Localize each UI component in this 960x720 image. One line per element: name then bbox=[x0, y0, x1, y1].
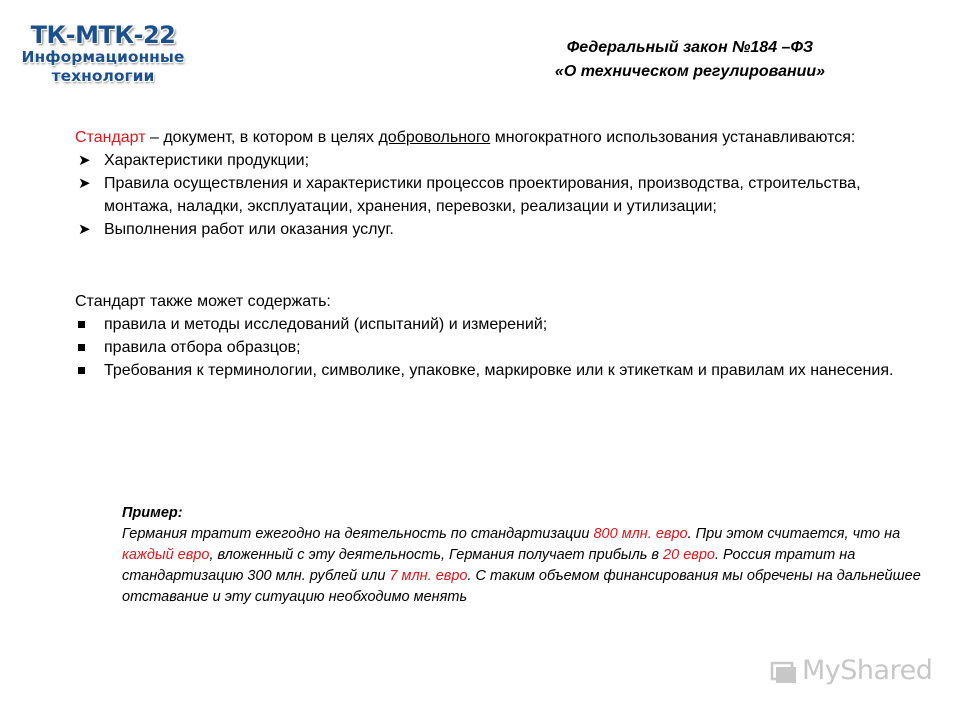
square-bullet-icon bbox=[78, 344, 85, 351]
list-item-text: Правила осуществления и характеристики процессов проектирования, производства, строительства, монтажа, наладки, эксплуатации, хранения, перевозки, реализации и утилизации; bbox=[104, 175, 861, 215]
watermark-text: MyShared bbox=[802, 655, 933, 686]
list-item-text: Выполнения работ или оказания услуг. bbox=[104, 221, 394, 238]
example-highlight: 7 млн. евро bbox=[389, 568, 468, 584]
list-item bbox=[75, 218, 905, 241]
definition-text-after: многократного использования устанавливаются: bbox=[490, 129, 856, 146]
logo-subtitle-1: Информационные bbox=[21, 48, 185, 66]
list-item-text: Характеристики продукции; bbox=[104, 152, 310, 169]
arrow-bullet-icon: ➤ bbox=[78, 221, 91, 238]
page-header bbox=[480, 36, 900, 84]
also-heading: Стандарт также может содержать: bbox=[75, 293, 331, 310]
example-title: Пример: bbox=[122, 505, 183, 521]
definition-paragraph bbox=[75, 126, 905, 149]
logo-title: ТК-МТК-22 bbox=[30, 21, 176, 49]
list-item-text: Требования к терминологии, символике, упаковке, маркировке или к этикеткам и правилам их нанесения. bbox=[104, 362, 894, 379]
example-text-part: , вложенный с эту деятельность, Германия получает прибыль в bbox=[209, 547, 664, 563]
definition-text-before: – документ, в котором в целях bbox=[145, 129, 379, 146]
example-text-part: Германия тратит ежегодно на деятельность по стандартизации bbox=[122, 526, 594, 542]
square-bullet-icon bbox=[78, 367, 85, 374]
square-bullet-icon bbox=[78, 321, 85, 328]
definition-underlined: добровольного bbox=[378, 129, 491, 146]
square-list bbox=[75, 313, 905, 382]
myshared-watermark bbox=[770, 655, 933, 695]
arrow-list bbox=[75, 149, 905, 241]
list-item bbox=[75, 336, 905, 359]
example-block bbox=[122, 503, 952, 608]
list-item bbox=[75, 149, 905, 172]
logo-subtitle-2: технологии bbox=[51, 67, 155, 85]
example-highlight: 20 евро bbox=[663, 547, 715, 563]
example-text-part: . При этом считается, что на bbox=[687, 526, 901, 542]
example-text-part: . С таким объемом финансирования мы обречены на дальнейшее отставание и эту ситуацию необходимо менять bbox=[122, 568, 921, 605]
header-law-name: «О техническом регулировании» bbox=[554, 63, 826, 80]
arrow-bullet-icon: ➤ bbox=[78, 152, 91, 169]
main-content bbox=[75, 126, 905, 382]
presentation-icon bbox=[770, 659, 798, 687]
list-item-text: правила отбора образцов; bbox=[104, 339, 301, 356]
example-highlight: 800 млн. евро bbox=[593, 526, 688, 542]
tk-mtk-logo bbox=[18, 22, 188, 92]
list-item bbox=[75, 313, 905, 336]
example-text-part: . Россия тратит на стандартизацию 300 млн. рублей или bbox=[122, 547, 856, 584]
arrow-bullet-icon: ➤ bbox=[78, 175, 91, 192]
list-item bbox=[75, 172, 905, 218]
example-highlight: каждый евро bbox=[122, 547, 210, 563]
list-item-text: правила и методы исследований (испытаний) и измерений; bbox=[104, 316, 548, 333]
example-text bbox=[122, 524, 952, 608]
header-law-title: Федеральный закон №184 –ФЗ bbox=[566, 39, 814, 56]
list-item bbox=[75, 359, 905, 382]
definition-term: Стандарт bbox=[75, 129, 146, 146]
